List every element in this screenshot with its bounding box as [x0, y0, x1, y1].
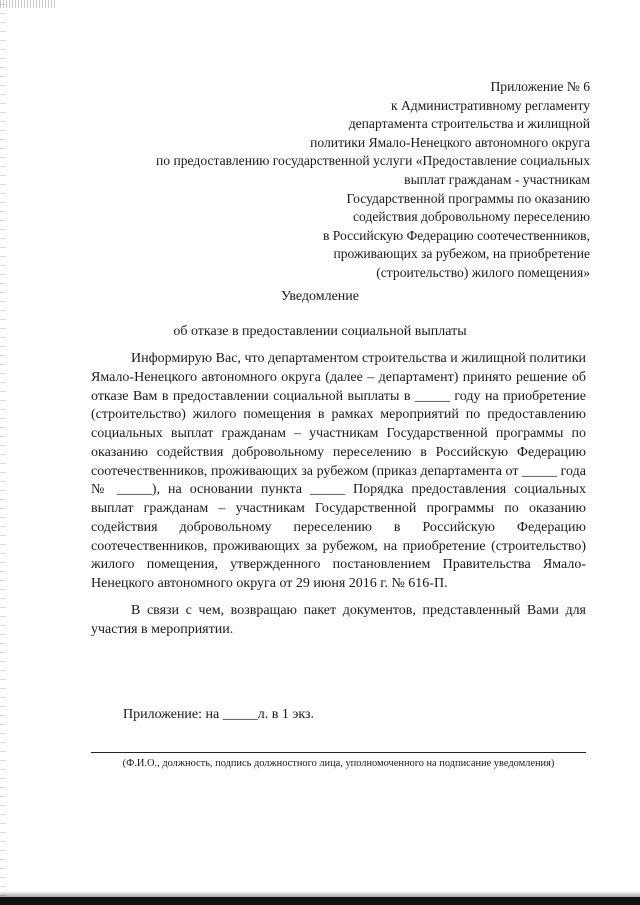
body-paragraph-return: В связи с чем, возвращаю пакет документов, представленный Вами для участия в мероприятии. — [91, 602, 586, 637]
header-line: в Российскую Федерацию соотечественников, — [322, 227, 590, 243]
scan-artifact-corner — [0, 0, 56, 8]
header-line: содействия добровольному переселению — [353, 209, 590, 225]
scan-artifact-bottom-edge — [0, 897, 640, 905]
signature-caption: (Ф.И.О., должность, подпись должностного лица, уполномоченного на подписание уведомления) — [122, 758, 555, 769]
header-line: департамента строительства и жилищной — [348, 116, 590, 132]
header-line: проживающих за рубежом, на приобретение — [333, 246, 590, 262]
document-body — [91, 350, 586, 639]
header-line: к Административному регламенту — [390, 97, 590, 113]
header-line: (строительство) жилого помещения» — [376, 264, 590, 280]
signature-line — [91, 752, 586, 753]
header-line: Государственной программы по оказанию — [346, 190, 590, 206]
document-subtitle: об отказе в предоставлении социальной выплаты — [173, 324, 467, 339]
document-title: Уведомление — [280, 289, 359, 304]
header-line: по предоставлению государственной услуги «Предоставление социальных — [156, 153, 590, 169]
appendix-header — [70, 78, 590, 283]
scan-artifact-left-edge — [0, 0, 6, 905]
header-line: выплат гражданам - участникам — [404, 171, 590, 187]
attachment-line: Приложение: на _____л. в 1 экз. — [123, 707, 314, 722]
header-line: Приложение № 6 — [490, 79, 590, 94]
header-line: политики Ямало-Ненецкого автономного округа — [310, 134, 590, 150]
body-paragraph-decision: Информирую Вас, что департаментом строительства и жилищной политики Ямало-Ненецкого автономного округа (далее – департамент) принято решение об отказе Вам в предоставлении социальной выплаты в _____ году на приобретение (строительство) жилого помещения в рамках мероприятий по предоставлению социальных выплат гражданам – участникам Государственной программы по оказанию содействия добровольному переселению в Российскую Федерацию соотечественников, проживающих за рубежом (приказ департамента от _____ года № _____), на основании пункта _____ Порядка предоставления социальных выплат гражданам – участникам Государственной программы по оказанию содействия добровольному переселению в Российскую Федерацию соотечественников, проживающих за рубежом, на приобретение (строительство) жилого помещения, утвержденного постановлением Правительства Ямало-Ненецкого автономного округа от 29 июня 2016 г. № 616-П. — [91, 351, 586, 591]
